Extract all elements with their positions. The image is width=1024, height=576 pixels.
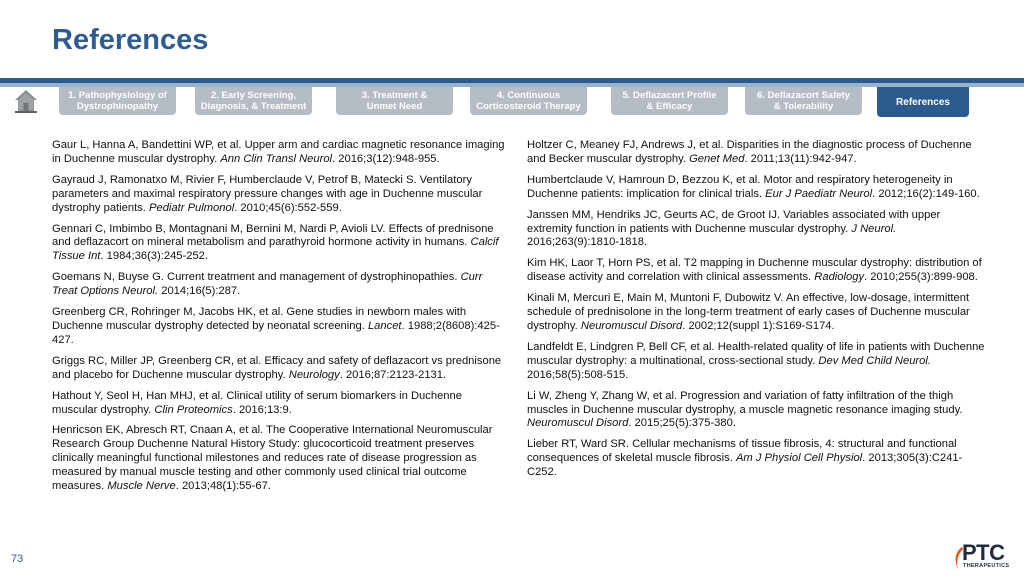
reference-citation: . 2015;25(5):375-380. [628, 417, 736, 430]
reference-journal: Am J Physiol Cell Physiol [735, 452, 863, 465]
reference-item [52, 306, 507, 348]
reference-text: Holtzer C, Meaney FJ, Andrews J, et al. Disparities in the diagnostic process of Duchenne and Becker muscular dystrophy. [527, 139, 972, 165]
reference-item [52, 271, 507, 299]
reference-text: Gaur L, Hanna A, Bandettini WP, et al. Upper arm and cardiac magnetic resonance imaging in Duchenne muscular dystrophy. [52, 139, 505, 165]
references-left-column [52, 139, 507, 501]
reference-journal: Genet Med [689, 152, 745, 165]
reference-citation: . 2016;87:2123-2131. [339, 368, 447, 381]
reference-journal: Muscle Nerve [107, 480, 176, 493]
reference-item [52, 223, 507, 265]
reference-text: Goemans N, Buyse G. Current treatment and management of dystrophinopathies. [52, 271, 461, 284]
reference-text: Janssen MM, Hendriks JC, Geurts AC, de Groot IJ. Variables associated with upper extremity function in patients with Duchenne muscular dystrophy. [527, 208, 941, 235]
logo-subtitle: THERAPEUTICS [963, 563, 1010, 569]
reference-citation: . 2016;3(12):948-955. [332, 152, 440, 165]
reference-citation: . 2012;16(2):149-160. [872, 187, 980, 200]
reference-text: Li W, Zheng Y, Zhang W, et al. Progression and variation of fatty infiltration of the thigh muscles in Duchenne muscular dystrophy, a muscle magnetic resonance imaging study. [527, 389, 963, 416]
reference-journal: J Neurol. [851, 222, 897, 235]
tab-deflazacort-safety[interactable]: 6. Deflazacort Safety & Tolerability [745, 87, 862, 115]
reference-text: Kim HK, Laor T, Horn PS, et al. T2 mapping in Duchenne muscular dystrophy: distribution of disease activity and correlation with clinical assessments. [527, 257, 982, 284]
reference-text: Griggs RC, Miller JP, Greenberg CR, et al. Efficacy and safety of deflazacort vs prednisone and placebo for Duchenne muscular dystrophy. [52, 354, 502, 381]
tab-references[interactable]: References [877, 87, 969, 117]
reference-item [52, 424, 507, 494]
reference-journal: Neurology [288, 368, 340, 381]
reference-item [527, 257, 987, 285]
reference-journal: Pediatr Pulmonol [149, 201, 235, 214]
reference-journal: Radiology [814, 271, 865, 284]
page-title: References [52, 24, 209, 56]
tab-deflazacort-profile[interactable]: 5. Deflazacort Profile & Efficacy [611, 87, 728, 115]
reference-item [527, 341, 987, 383]
reference-item [527, 174, 987, 202]
reference-journal: Ann Clin Transl Neurol [220, 152, 333, 165]
reference-text: Lieber RT, Ward SR. Cellular mechanisms of tissue fibrosis, 4: structural and functional consequences of skeletal muscle fibrosis. [527, 438, 957, 465]
reference-item [527, 292, 987, 334]
reference-citation: . 2002;12(suppl 1):S169-S174. [682, 319, 835, 332]
reference-item [52, 139, 507, 167]
references-right-column [527, 139, 987, 487]
reference-item [52, 390, 507, 418]
reference-citation: . 2010;45(6):552-559. [234, 201, 342, 214]
reference-journal: Dev Med Child Neurol. [818, 354, 931, 367]
reference-journal: Clin Proteomics [154, 403, 233, 416]
reference-journal: Calcif Tissue Int [52, 236, 499, 263]
reference-citation: . 2010;255(3):899-908. [864, 271, 978, 284]
reference-citation: . 1988;2(8608):425-427. [52, 319, 500, 346]
reference-citation: 2014;16(5):287. [158, 285, 241, 298]
reference-item [527, 209, 987, 251]
reference-item [527, 438, 987, 480]
ptc-logo [952, 540, 1016, 572]
tab-continuous-corticosteroid[interactable]: 4. Continuous Corticosteroid Therapy [470, 87, 587, 115]
reference-text: Henricson EK, Abresch RT, Cnaan A, et al. The Cooperative International Neuromuscular Research Group Duchenne Natural History Study: glucocorticoid treatment preserves clinically meaningful functional milestones and reduces rate of disease progression as measured by manual muscle testing and other commonly used clinical trial outcome measures. [52, 424, 493, 493]
reference-text: Gayraud J, Ramonatxo M, Rivier F, Humberclaude V, Petrof B, Matecki S. Ventilatory parameters and maximal respiratory pressure changes with age in Duchenne muscular dystrophy patients. [52, 173, 483, 214]
page-number: 73 [11, 553, 24, 565]
reference-citation: . 1984;36(3):245-252. [100, 250, 209, 263]
reference-journal: Neuromuscul Disord [527, 417, 629, 430]
reference-item [527, 390, 987, 432]
reference-item [527, 139, 987, 167]
reference-text: Humbertclaude V, Hamroun D, Bezzou K, et al. Motor and respiratory heterogeneity in Duchenne patients: implication for clinical trials. [527, 173, 953, 200]
reference-journal: Eur J Paediatr Neurol [765, 187, 873, 200]
reference-citation: . 2013;305(3):C241-C252. [527, 452, 963, 479]
reference-citation: 2016;263(9):1810-1818. [527, 236, 648, 249]
tab-pathophysiology[interactable]: 1. Pathophysiology of Dystrophinopathy [59, 87, 176, 115]
reference-citation: . 2016;13:9. [232, 403, 292, 416]
reference-text: Greenberg CR, Rohringer M, Jacobs HK, et al. Gene studies in newborn males with Duchenne muscular dystrophy detected by neonatal screening. [52, 306, 467, 332]
reference-item [52, 174, 507, 216]
reference-journal: Lancet [367, 319, 402, 332]
tab-early-screening[interactable]: 2. Early Screening, Diagnosis, & Treatment [195, 87, 312, 115]
reference-text: Hathout Y, Seol H, Han MHJ, et al. Clinical utility of serum biomarkers in Duchenne muscular dystrophy. [52, 389, 462, 416]
reference-text: Gennari C, Imbimbo B, Montagnani M, Bernini M, Nardi P, Avioli LV. Effects of prednisone and deflazacort on mineral metabolism and parathyroid hormone activity in humans. [52, 222, 494, 249]
reference-journal: Neuromuscul Disord [580, 319, 683, 332]
tab-treatment-unmet-need[interactable]: 3. Treatment & Unmet Need [336, 87, 453, 115]
reference-citation: . 2013;48(1):55-67. [175, 480, 271, 493]
home-button[interactable] [14, 88, 38, 114]
logo-wordmark: PTC [962, 540, 1005, 565]
reference-journal: Curr Treat Options Neurol. [52, 271, 483, 298]
home-icon [14, 88, 38, 114]
reference-item [52, 355, 507, 383]
reference-text: Landfeldt E, Lindgren P, Bell CF, et al. Health-related quality of life in patients with Duchenne muscular dystrophy: a multinational, cross-sectional study. [527, 340, 985, 367]
reference-text: Kinali M, Mercuri E, Main M, Muntoni F, Dubowitz V. An effective, low-dosage, intermittent schedule of prednisolone in the long-term treatment of early cases of Duchenne muscular dystrophy. [527, 292, 970, 332]
reference-citation: . 2011;13(11):942-947. [744, 152, 857, 165]
reference-citation: 2016;58(5):508-515. [527, 368, 629, 381]
